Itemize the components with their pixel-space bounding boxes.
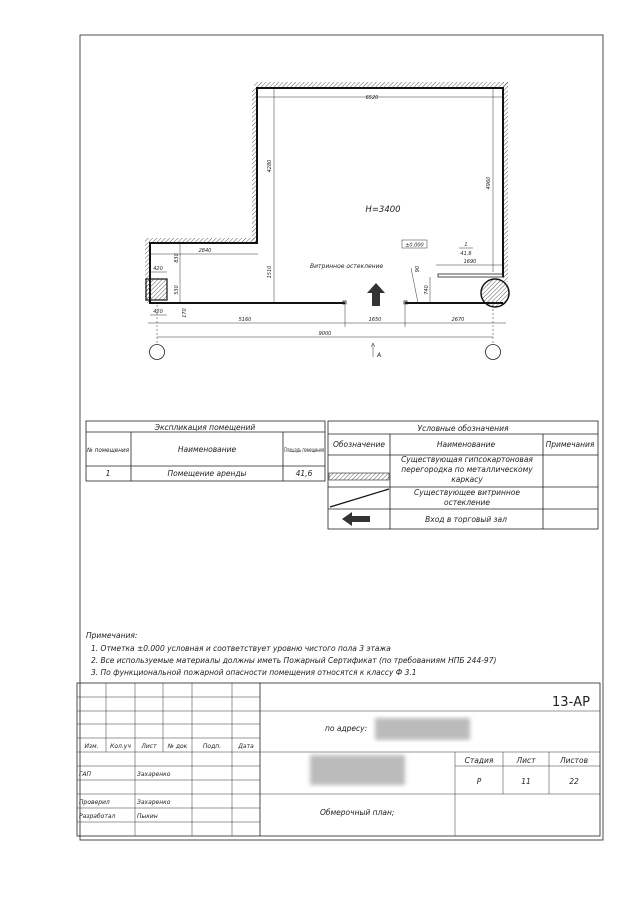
address-label: по адресу: — [325, 724, 368, 733]
drawing-code: 13-АР — [552, 695, 590, 710]
axis-label: А — [377, 352, 382, 359]
dim-partition-offset: 740 — [424, 285, 430, 295]
room-area: 41,6 — [460, 251, 472, 257]
legend-title: Условные обозначения — [417, 424, 509, 433]
explication-cell: 41,6 — [295, 469, 313, 478]
notes — [86, 631, 496, 677]
legend-table — [328, 421, 598, 529]
glazing-symbol-icon — [330, 489, 389, 507]
explication-header-area: Площадь помещения — [284, 447, 325, 454]
legend-row-name: Существующая гипсокартоновая перегородка по металлическому каркасу — [401, 455, 533, 484]
hatch-symbol-icon — [329, 473, 389, 480]
sheet-header: Лист — [516, 756, 536, 765]
dim-partition-length: 1690 — [463, 259, 477, 265]
rev-header: Кол.уч — [110, 743, 131, 750]
dim-overall: 9000 — [318, 331, 332, 337]
dim-left-small-bottom: 170 — [182, 308, 188, 318]
explication-table — [86, 421, 325, 481]
legend-header-notes: Примечания — [545, 440, 595, 449]
note-item: 2. Все используемые материалы должны иметь Пожарный Сертификат (по требованиям НПБ 244-97) — [91, 656, 497, 665]
sheets-value: 22 — [569, 777, 579, 786]
entrance-arrow-icon — [367, 283, 385, 306]
glazing-label: Витринное остекление — [310, 263, 384, 270]
role-name: Захаренко — [137, 771, 171, 778]
entrance-arrow-symbol-icon — [342, 512, 370, 526]
dim-bottom-left: 5160 — [238, 317, 252, 323]
dim-partition-gap: 90 — [415, 265, 421, 273]
role-label: ГАП — [79, 771, 91, 778]
stage-value: Р — [476, 777, 482, 786]
notes-title: Примечания: — [86, 631, 138, 640]
axis-marker-2 — [486, 345, 501, 360]
legend-row-name: Существующее витринное остекление — [413, 488, 520, 507]
legend-row-name: Вход в торговый зал — [425, 515, 507, 524]
title-block — [77, 683, 600, 836]
role-name: Захаренко — [137, 799, 171, 806]
partition — [438, 274, 503, 277]
sheet-value: 11 — [521, 777, 531, 786]
sheet-frame — [80, 35, 603, 840]
explication-cell: 1 — [105, 469, 111, 478]
dim-mid-height: 1510 — [267, 265, 273, 279]
explication-header-number: № помещения — [86, 447, 130, 454]
sheets-header: Листов — [559, 756, 589, 765]
explication-cell: Помещение аренды — [167, 469, 247, 478]
rev-header: Подп. — [202, 743, 222, 750]
column-round — [481, 279, 509, 307]
rev-header: Лист — [141, 743, 157, 750]
level-mark: ±0.000 — [405, 242, 424, 249]
explication-title: Экспликация помещений — [154, 423, 256, 432]
dim-entrance: 1650 — [368, 317, 382, 323]
wall-hatch-top — [254, 82, 508, 87]
role-label: Разработал — [79, 813, 116, 820]
rev-header: Дата — [238, 743, 254, 750]
redacted-address — [375, 718, 470, 740]
role-label: Проверил — [79, 799, 110, 806]
room-number: 1 — [464, 242, 468, 248]
dim-left-room-width: 2840 — [198, 248, 212, 254]
floor-plan — [145, 82, 509, 360]
dim-column-top: 420 — [153, 266, 163, 272]
legend-header-symbol: Обозначение — [332, 440, 386, 449]
redacted-title — [310, 755, 405, 785]
legend-header-name: Наименование — [436, 440, 496, 449]
dim-top-width: 6520 — [365, 95, 379, 101]
dim-right-height: 4960 — [486, 176, 492, 190]
room-height-label: H=3400 — [365, 205, 401, 215]
dim-column-bottom: 420 — [153, 309, 163, 315]
explication-header-name: Наименование — [177, 445, 237, 454]
dim-left-upper-height: 4280 — [267, 159, 273, 173]
column-square — [146, 279, 167, 300]
dim-left-small-top: 830 — [174, 253, 180, 263]
dim-left-small-mid: 530 — [174, 285, 180, 295]
stage-header: Стадия — [464, 756, 494, 765]
walls — [150, 88, 503, 303]
role-name: Пыкин — [137, 813, 158, 820]
rev-header: Изм. — [84, 743, 99, 750]
axis-marker-1 — [150, 345, 165, 360]
note-item: 1. Отметка ±0.000 условная и соответствует уровню чистого пола 3 этажа — [91, 644, 391, 653]
drawing-name: Обмерочный план; — [320, 808, 395, 817]
rev-header: № док — [167, 743, 188, 750]
dim-bottom-right: 2670 — [451, 317, 465, 323]
note-item: 3. По функциональной пожарной опасности помещения относятся к классу Ф 3.1 — [91, 668, 417, 677]
